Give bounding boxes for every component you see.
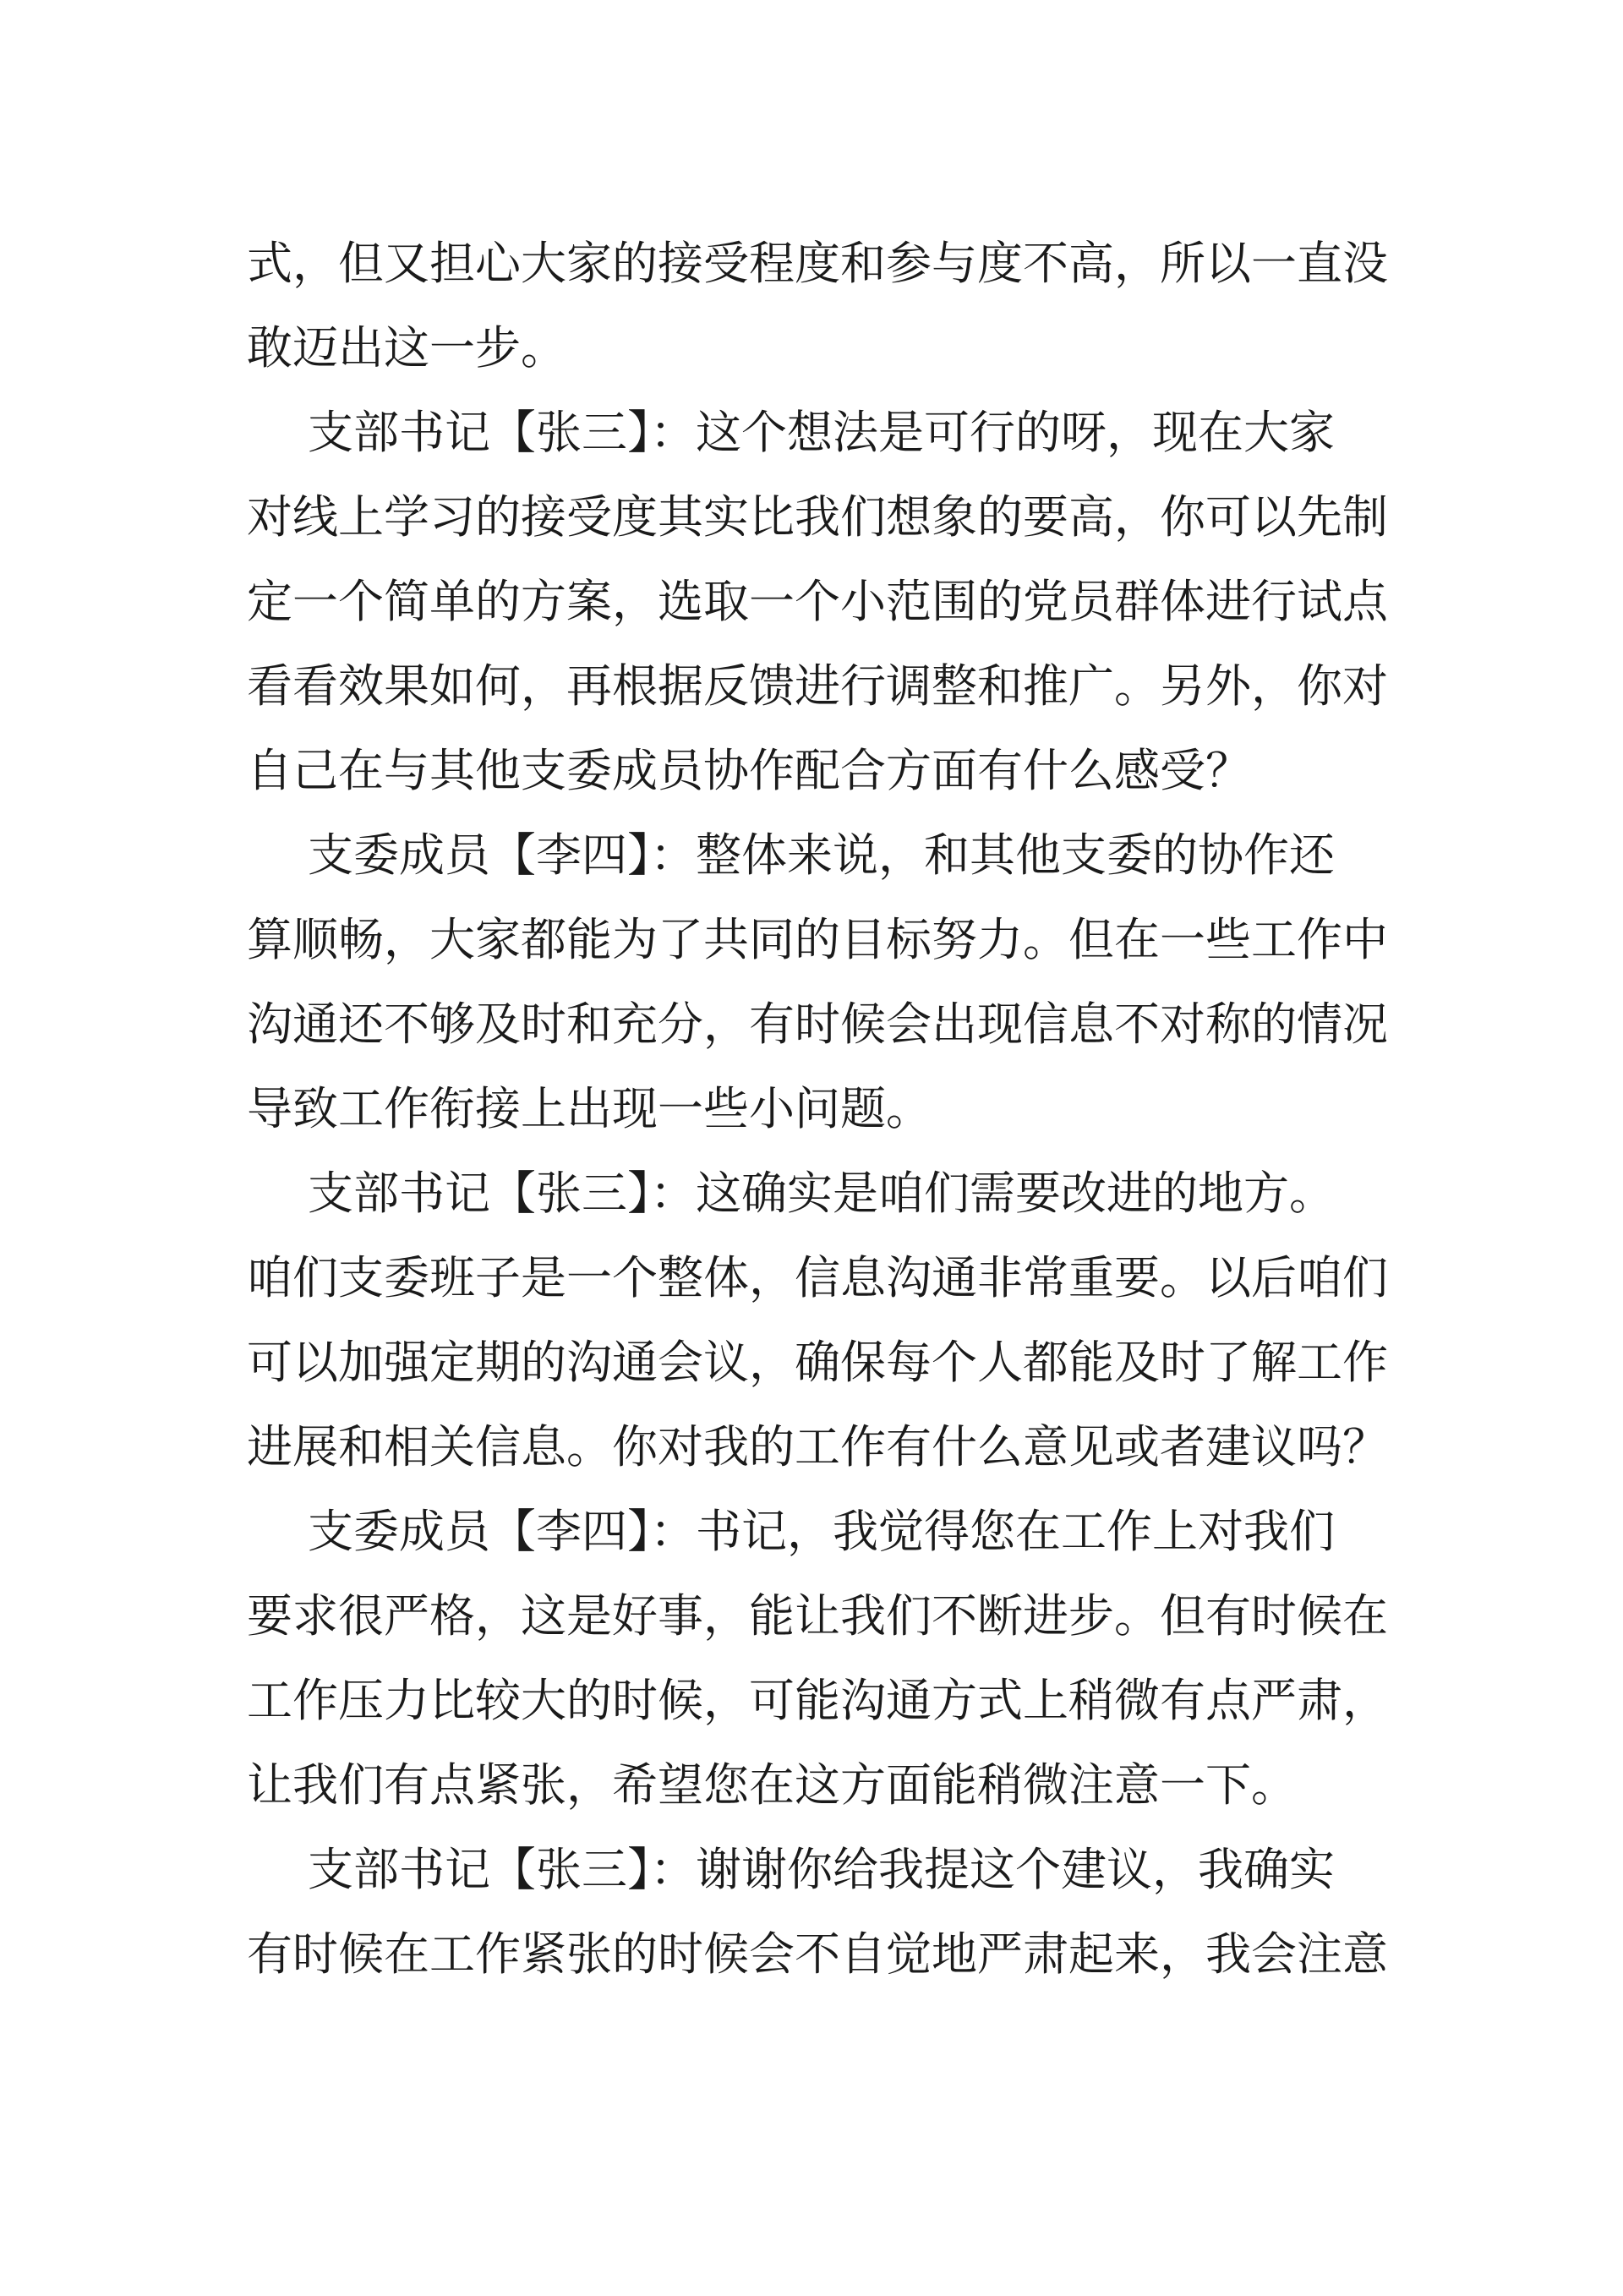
speaker-line: 支委成员【李四】：整体来说，和其他支委的协作还 xyxy=(308,828,1335,882)
text-line: 自己在与其他支委成员协作配合方面有什么感受？ xyxy=(247,744,1251,797)
text-line: 咱们支委班子是一个整体，信息沟通非常重要。以后咱们 xyxy=(247,1251,1388,1304)
text-line: 可以加强定期的沟通会议，确保每个人都能及时了解工作 xyxy=(247,1336,1388,1389)
speaker-line: 支部书记【张三】：这确实是咱们需要改进的地方。 xyxy=(308,1167,1335,1220)
speaker-line: 支部书记【张三】：谢谢你给我提这个建议，我确实 xyxy=(308,1843,1335,1896)
text-line: 有时候在工作紧张的时候会不自觉地严肃起来，我会注意 xyxy=(247,1927,1388,1981)
text-line: 导致工作衔接上出现一些小问题。 xyxy=(247,1082,932,1135)
text-line: 算顺畅，大家都能为了共同的目标努力。但在一些工作中 xyxy=(247,913,1388,966)
text-line: 式，但又担心大家的接受程度和参与度不高，所以一直没 xyxy=(247,237,1388,290)
text-line: 要求很严格，这是好事，能让我们不断进步。但有时候在 xyxy=(247,1589,1388,1643)
text-line: 对线上学习的接受度其实比我们想象的要高，你可以先制 xyxy=(247,490,1388,544)
speaker-line: 支部书记【张三】：这个想法是可行的呀，现在大家 xyxy=(308,406,1335,459)
dialogue-text xyxy=(247,221,1388,1997)
speaker-line: 支委成员【李四】：书记，我觉得您在工作上对我们 xyxy=(308,1505,1335,1558)
text-line: 让我们有点紧张，希望您在这方面能稍微注意一下。 xyxy=(247,1758,1297,1812)
text-line: 敢迈出这一步。 xyxy=(247,321,566,374)
text-line: 工作压力比较大的时候，可能沟通方式上稍微有点严肃， xyxy=(247,1674,1388,1727)
text-line: 进展和相关信息。你对我的工作有什么意见或者建议吗？ xyxy=(247,1420,1388,1473)
text-line: 定一个简单的方案，选取一个小范围的党员群体进行试点 xyxy=(247,575,1388,628)
text-line: 沟通还不够及时和充分，有时候会出现信息不对称的情况 xyxy=(247,998,1388,1051)
text-line: 看看效果如何，再根据反馈进行调整和推广。另外，你对 xyxy=(247,659,1388,713)
